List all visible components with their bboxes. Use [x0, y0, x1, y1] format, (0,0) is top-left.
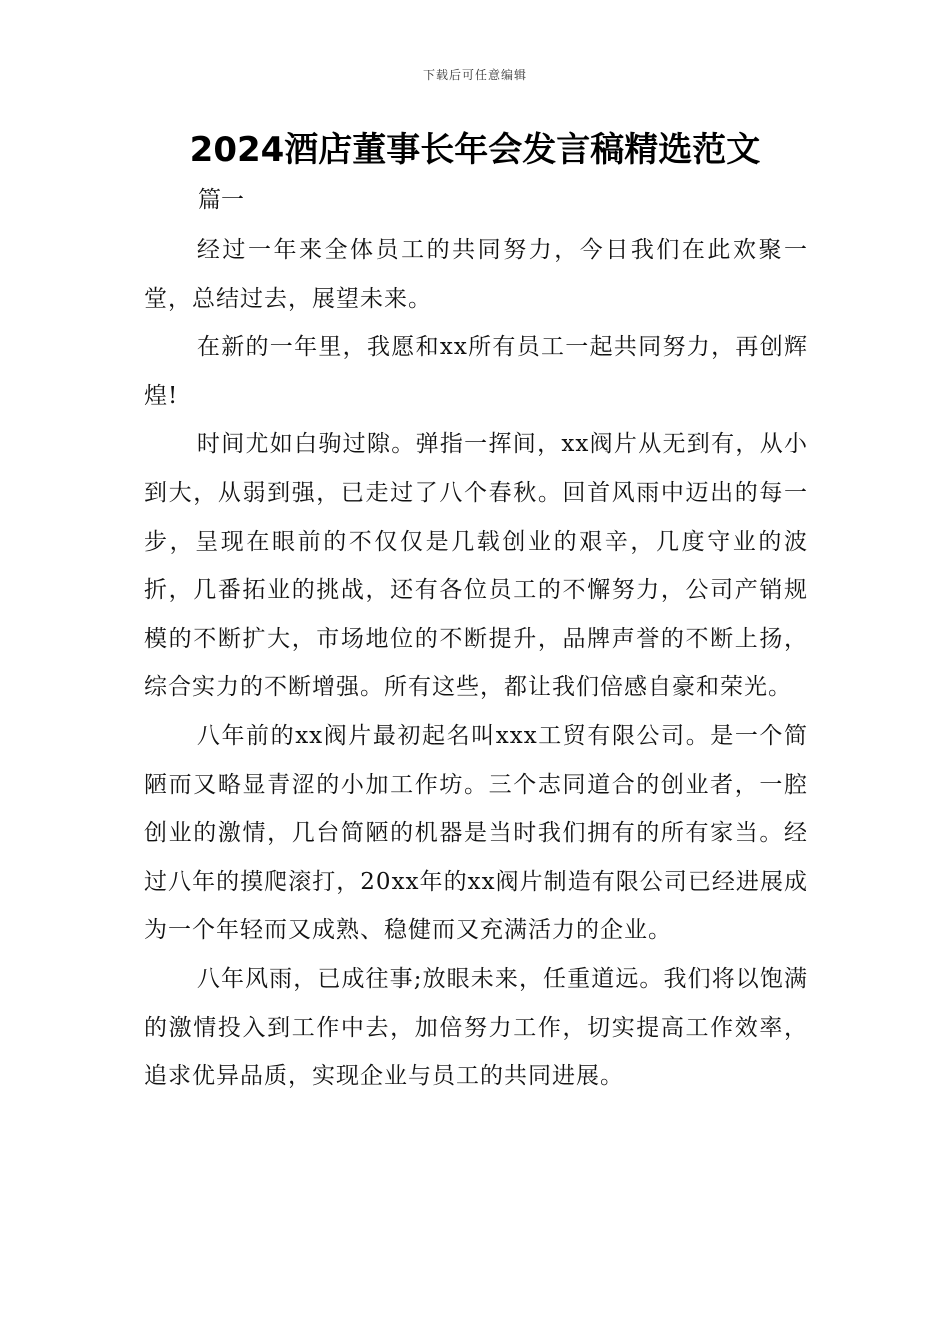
- document-body: [144, 226, 808, 1101]
- paragraph: 在新的一年里，我愿和xx所有员工一起共同努力，再创辉煌!: [144, 334, 808, 409]
- paragraph: 八年前的xx阀片最初起名叫xxx工贸有限公司。是一个简陋而又略显青涩的小加工作坊。三个志同道合的创业者，一腔创业的激情，几台简陋的机器是当时我们拥有的所有家当。经过八年的摸爬滚打，20xx年的xx阀片制造有限公司已经进展成为一个年轻而又成熟、稳健而又充满活力的企业。: [144, 722, 808, 944]
- header-note: 下载后可任意编辑: [422, 68, 527, 82]
- paragraph: 经过一年来全体员工的共同努力，今日我们在此欢聚一堂，总结过去，展望未来。: [144, 237, 808, 312]
- paragraph: 时间尤如白驹过隙。弹指一挥间，xx阀片从无到有，从小到大，从弱到强，已走过了八个春秋。回首风雨中迈出的每一步，呈现在眼前的不仅仅是几载创业的艰辛，几度守业的波折，几番拓业的挑战，还有各位员工的不懈努力，公司产销规模的不断扩大，市场地位的不断提升，品牌声誉的不断上扬，综合实力的不断增强。所有这些，都让我们倍感自豪和荣光。: [144, 431, 808, 701]
- document-title: 2024酒店董事长年会发言稿精选范文: [189, 130, 761, 170]
- section-label: 篇一: [198, 187, 244, 213]
- paragraph: 八年风雨，已成往事;放眼未来，任重道远。我们将以饱满的激情投入到工作中去，加倍努力工作，切实提高工作效率，追求优异品质，实现企业与员工的共同进展。: [144, 965, 808, 1090]
